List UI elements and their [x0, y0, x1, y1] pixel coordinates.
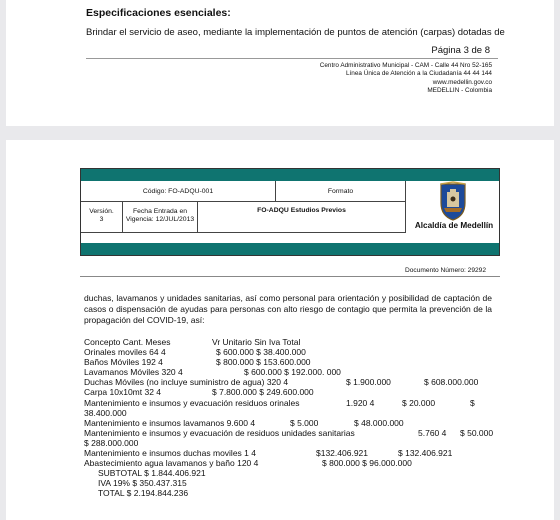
line-text: Mantenimiento e insumos y evacuación de residuos unidades sanitarias	[84, 427, 355, 438]
line-text: 1.920 4	[346, 397, 375, 408]
budget-line	[84, 387, 504, 397]
line-text: $ 600.000 $ 192.000. 000	[244, 367, 341, 378]
version-label: Versión.	[89, 208, 114, 215]
line-text: Duchas Móviles (no incluye suministro de agua) 320 4	[84, 377, 289, 388]
version-value: 3	[99, 216, 104, 223]
subtotal-line	[84, 468, 504, 478]
line-text: $ 800.000 $ 153.600.000	[216, 357, 311, 368]
line-text: $ 7.800.000 $ 249.600.000	[212, 387, 314, 398]
budget-line	[84, 398, 504, 408]
address-line: MEDELLIN - Colombia	[427, 86, 492, 94]
line-text: $ 5.000	[290, 417, 319, 428]
header-divider	[80, 276, 500, 277]
iva-line	[84, 478, 504, 488]
header-top-bar	[81, 169, 499, 181]
line-text: TOTAL $ 2.194.844.236	[98, 488, 189, 499]
address-line: www.medellin.gov.co	[432, 78, 492, 86]
line-text: 38.400.000	[84, 407, 127, 418]
budget-line	[84, 428, 504, 438]
total-line	[84, 488, 504, 498]
line-text: Lavamanos Móviles 320 4	[84, 367, 183, 378]
page-number: Página 3 de 8	[431, 45, 490, 56]
budget-line	[84, 448, 504, 458]
fecha-label: Fecha Entrada en	[132, 208, 188, 215]
line-text: Vr Unitario Sin Iva Total	[212, 337, 301, 347]
line-text: Abastecimiento agua lavamanos y baño 120 4	[84, 458, 259, 469]
formato-cell: Formato	[276, 181, 406, 202]
budget-lines	[84, 337, 504, 499]
footer-address	[320, 62, 492, 95]
fecha-cell	[123, 202, 198, 233]
line-text: $ 288.000.000	[84, 437, 139, 448]
line-text: Mantenimiento e insumos duchas moviles 1 4	[84, 448, 256, 459]
intro-paragraph: duchas, lavamanos y unidades sanitarias, así como personal para orientación y posibilidad de captación de casos o dispensación de ayudas para personas con alto riesgo de contagio que permita la prevención de la propagación del COVID-19, así:	[84, 293, 492, 325]
line-text: $	[470, 397, 475, 408]
line-text: Carpa 10x10mt 32 4	[84, 387, 162, 398]
medellin-crest-icon	[427, 181, 479, 221]
line-text: $ 1.900.000	[346, 377, 391, 388]
footer-divider	[86, 58, 498, 59]
previous-page	[6, 0, 554, 126]
line-text: IVA 19% $ 350.437.315	[98, 478, 187, 489]
budget-line	[84, 408, 504, 418]
line-text: SUBTOTAL $ 1.844.406.921	[98, 468, 206, 479]
line-text: Baños Móviles 192 4	[84, 357, 163, 368]
line-text: Mantenimiento e insumos y evacuación residuos orinales	[84, 397, 300, 408]
address-line: Centro Administrativo Municipal - CAM - Calle 44 Nro 52-165	[319, 62, 492, 69]
line-text: Mantenimiento e insumos lavamanos 9.600 4	[84, 417, 256, 428]
budget-line	[84, 367, 504, 377]
budget-line	[84, 377, 504, 387]
line-text: 5.760 4	[418, 427, 447, 438]
budget-line	[84, 357, 504, 367]
line-text: $ 20.000	[402, 397, 436, 408]
budget-line	[84, 458, 504, 468]
line-text: $ 48.000.000	[354, 417, 404, 428]
budget-line	[84, 438, 504, 448]
line-text: $ 600.000 $ 38.400.000	[216, 347, 306, 358]
line-text: $ 132.406.921	[398, 448, 453, 459]
budget-line	[84, 418, 504, 428]
line-text: $132.406.921	[316, 448, 368, 459]
budget-line	[84, 337, 504, 347]
document-header-table	[80, 168, 500, 256]
section-title: Especificaciones esenciales:	[86, 7, 231, 19]
current-page	[6, 140, 554, 520]
document-number: Documento Número: 29292	[404, 267, 486, 274]
line-text: $ 608.000.000	[424, 377, 479, 388]
budget-line	[84, 347, 504, 357]
codigo-cell: Código: FO-ADQU-001	[81, 181, 276, 202]
version-cell	[81, 202, 123, 233]
logo-area	[407, 181, 501, 233]
address-line: Línea Única de Atención a la Ciudadanía 44 44 144	[345, 70, 492, 78]
line-text: Orinales moviles 64 4	[84, 347, 166, 358]
line-text: Concepto Cant. Meses	[84, 337, 171, 347]
header-bottom-bar	[81, 243, 499, 255]
document-title: FO-ADQU Estudios Previos	[198, 202, 406, 233]
line-text: $ 800.000 $ 96.000.000	[322, 458, 412, 469]
alcaldia-label: Alcaldía de Medellín	[414, 221, 494, 230]
line-text: $ 50.000	[460, 427, 494, 438]
fecha-value: Vigencia: 12/JUL/2013	[125, 216, 195, 223]
section-text: Brindar el servicio de aseo, mediante la implementación de puntos de atención (carpas) dotadas de	[86, 27, 505, 38]
